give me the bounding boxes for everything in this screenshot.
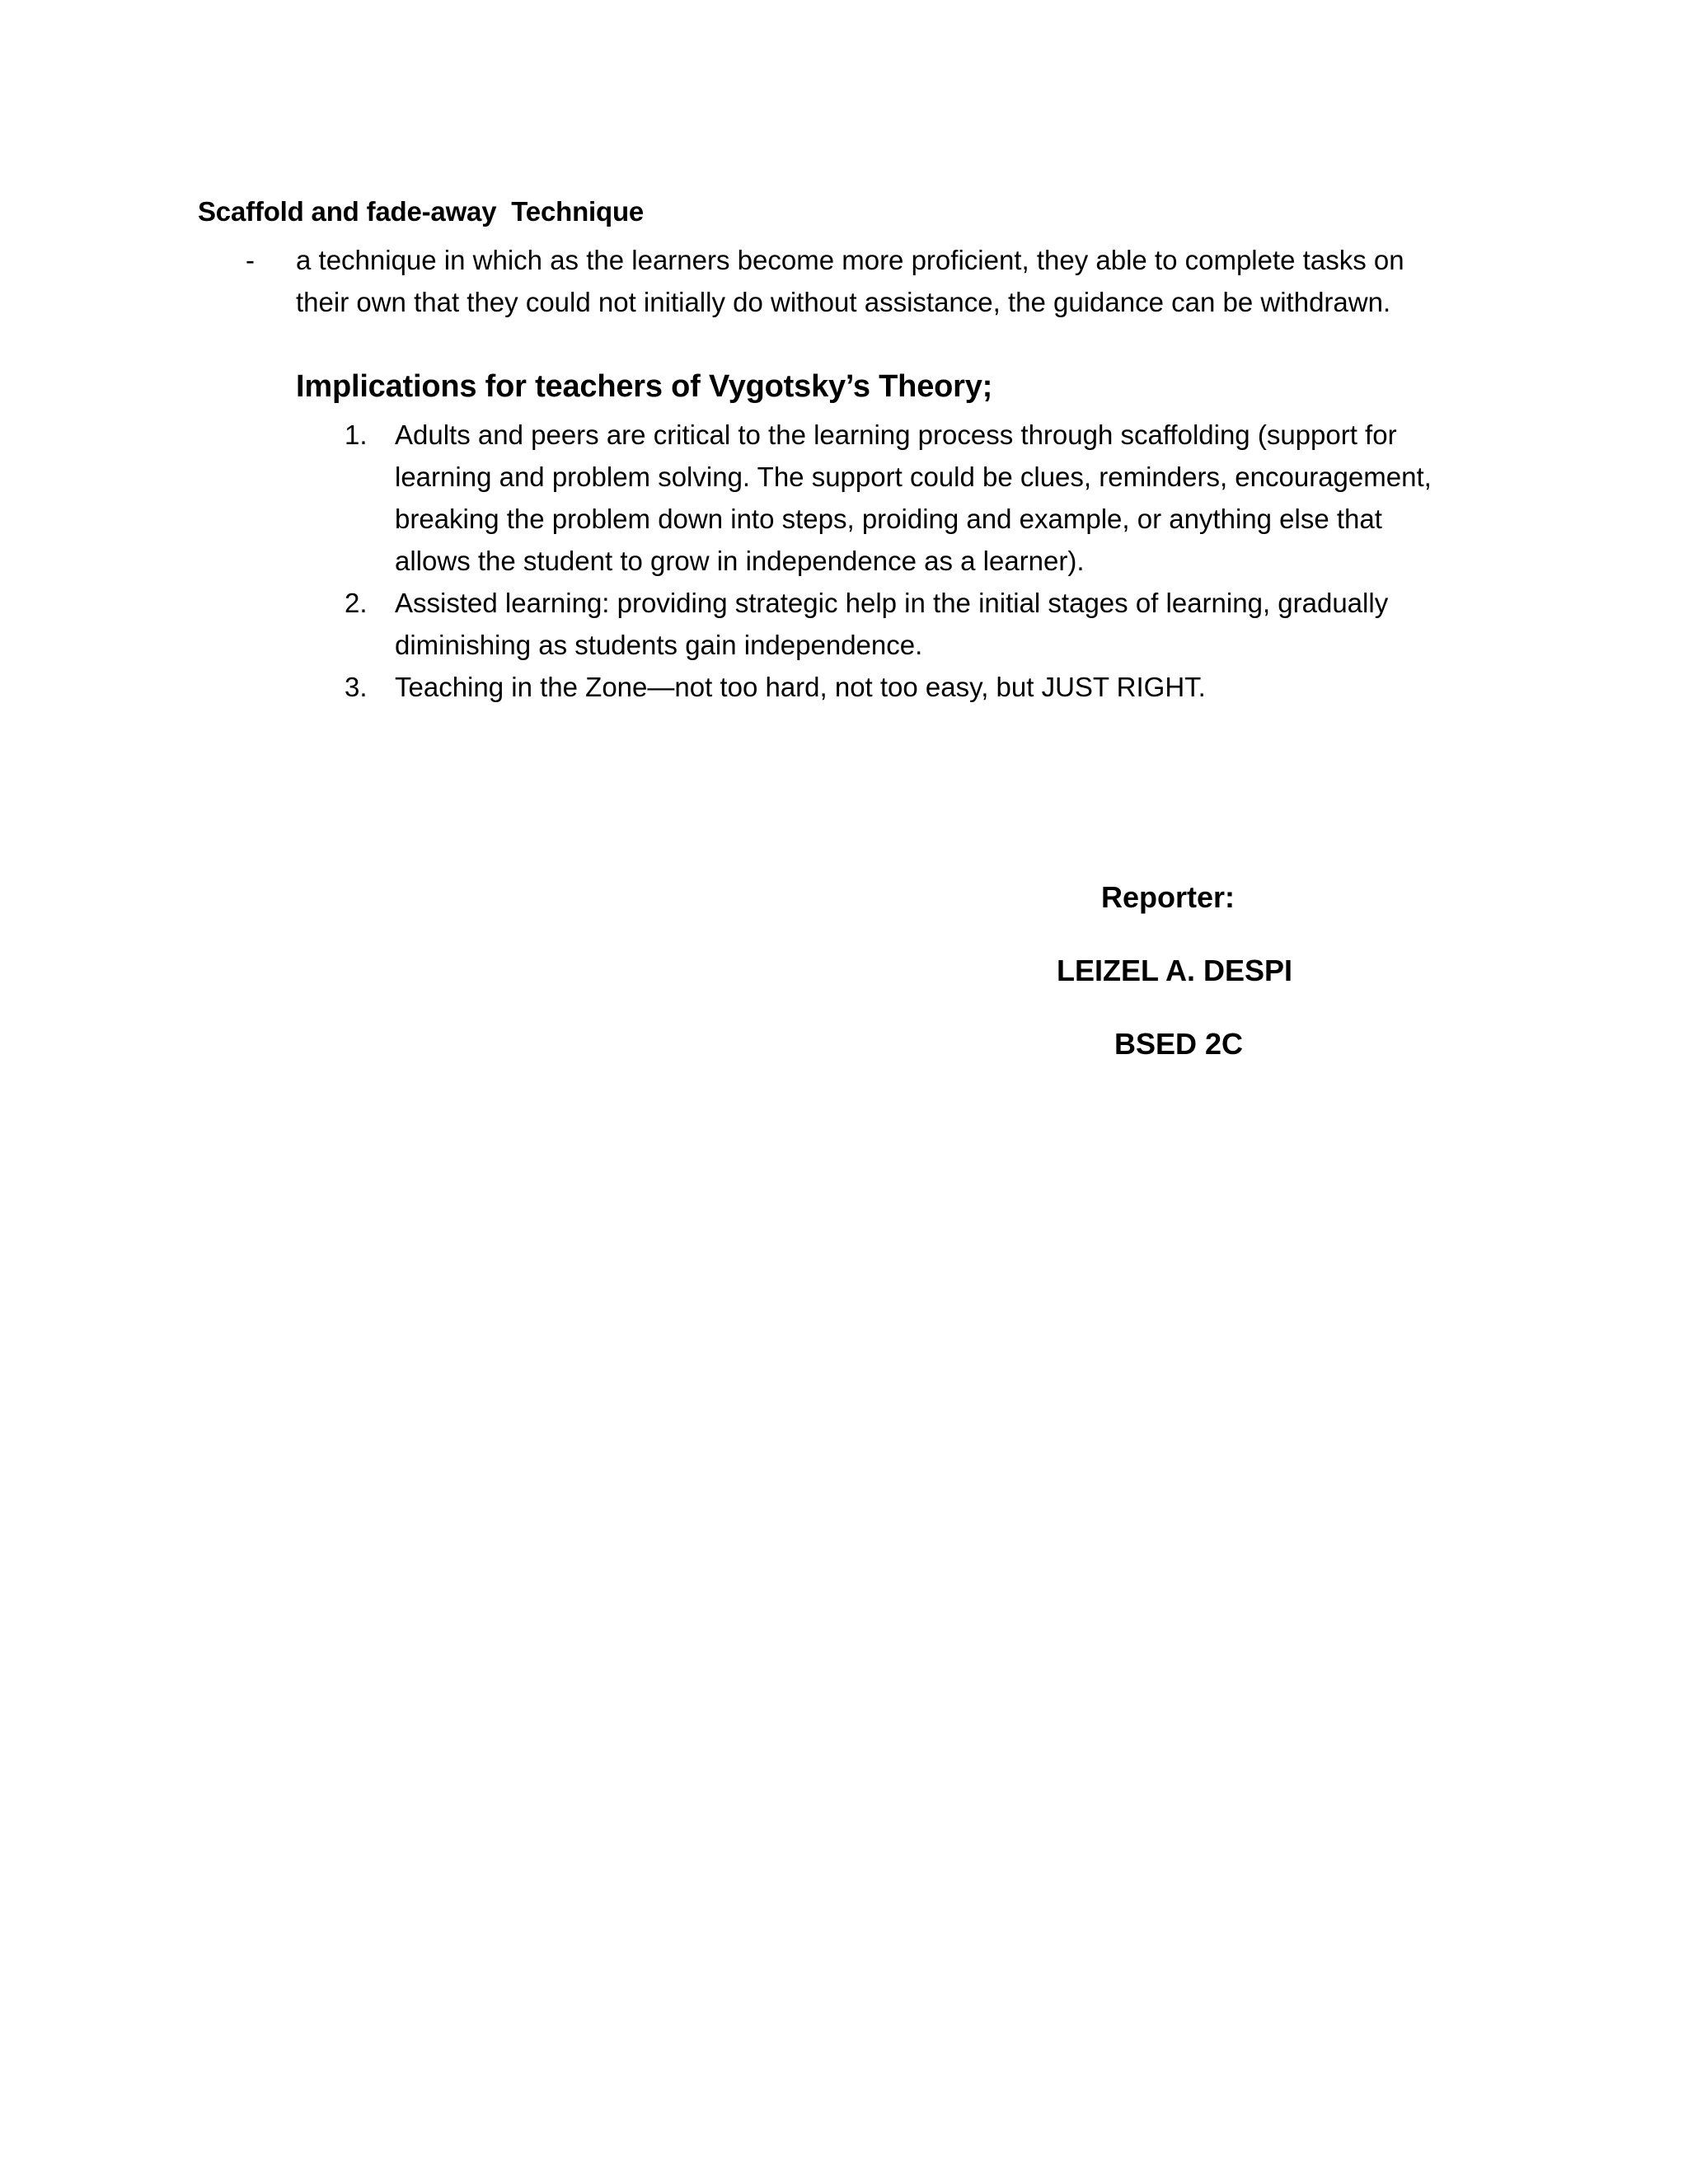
list-item-text [395,582,1549,666]
implications-heading: Implications for teachers of Vygotsky’s Theory; [296,369,993,404]
reporter-label: Reporter: [1101,880,1236,914]
list-item-line: Teaching in the Zone—not too hard, not too easy, but JUST RIGHT. [395,672,1206,702]
definition-line: a technique in which as the learners become more proficient, they able to complete tasks on [296,245,1404,275]
definition-line: their own that they could not initially do without assistance, the guidance can be withdrawn. [296,287,1391,317]
reporter-name: LEIZEL A. DESPI [1057,954,1293,987]
list-item-number: 3. [345,672,368,702]
list-item [0,582,1688,666]
section-title: Scaffold and fade-away Technique [198,196,645,227]
list-item-line: allows the student to grow in independence as a learner). [395,546,1085,576]
list-item-line: Adults and peers are critical to the learning process through scaffolding (support for [395,419,1397,450]
definition-bullet-marker: - [246,245,255,275]
list-item-line: learning and problem solving. The support could be clues, reminders, encouragement, [395,462,1432,492]
list-item-text [395,414,1549,582]
list-item-line: diminishing as students gain independence. [395,630,923,660]
list-item [0,414,1688,582]
list-item-number: 2. [345,588,368,618]
list-item-line: breaking the problem down into steps, proiding and example, or anything else that [395,504,1382,534]
list-item [0,666,1688,708]
definition-paragraph [296,239,1549,323]
reporter-class: BSED 2C [1114,1027,1244,1061]
list-item-line: Assisted learning: providing strategic help in the initial stages of learning, gradually [395,588,1389,618]
list-item-number: 1. [345,419,368,450]
list-item-text [395,666,1549,708]
implications-list [0,414,1688,708]
